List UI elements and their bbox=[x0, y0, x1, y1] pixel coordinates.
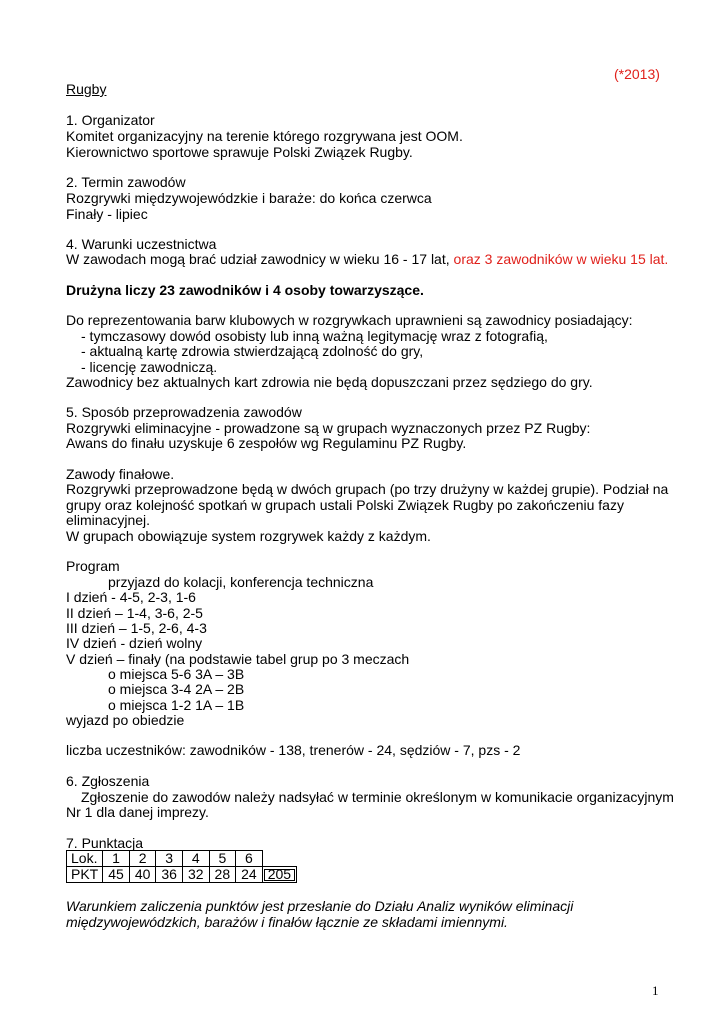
table-cell: 2 bbox=[129, 851, 156, 867]
age-exception-text: oraz 3 zawodników w wieku 15 lat. bbox=[449, 251, 669, 267]
section-6-line: Nr 1 dla danej imprezy. bbox=[66, 804, 209, 820]
section-1-line: Kierownictwo sportowe sprawuje Polski Związek Rugby. bbox=[66, 144, 413, 160]
section-2-line: Rozgrywki międzywojewódzkie i baraże: do końca czerwca bbox=[66, 190, 432, 206]
scoring-note: Warunkiem zaliczenia punktów jest przesłanie do Działu Analiz wyników eliminacji bbox=[66, 898, 574, 914]
finals-line: Rozgrywki przeprowadzone będą w dwóch grupach (po trzy drużyny w każdej grupie). Podział na bbox=[66, 481, 669, 497]
participants-count: liczba uczestników: zawodników - 138, trenerów - 24, sędziów - 7, pzs - 2 bbox=[66, 742, 521, 758]
table-cell: 6 bbox=[236, 851, 263, 867]
finals-line: W grupach obowiązuje system rozgrywek każdy z każdym. bbox=[66, 528, 431, 544]
table-row bbox=[67, 867, 297, 883]
finals-line: eliminacyjnej. bbox=[66, 512, 151, 528]
points-total: 205 bbox=[262, 867, 296, 883]
age-text: W zawodach mogą brać udział zawodnicy w wieku 16 - 17 lat, bbox=[66, 251, 450, 267]
table-cell bbox=[262, 851, 296, 867]
section-7-heading: 7. Punktacja bbox=[66, 835, 144, 851]
year-note: (*2013) bbox=[614, 66, 660, 82]
table-cell: 24 bbox=[236, 867, 263, 883]
document-title: Rugby bbox=[66, 81, 107, 97]
table-cell: Lok. bbox=[67, 851, 103, 867]
table-cell: 36 bbox=[156, 867, 183, 883]
program-day: I dzień - 4-5, 2-3, 1-6 bbox=[66, 589, 196, 605]
program-match: o miejsca 1-2 1A – 1B bbox=[108, 697, 245, 713]
eligibility-item: - tymczasowy dowód osobisty lub inną ważną legitymację wraz z fotografią, bbox=[81, 328, 548, 344]
section-1-line: Komitet organizacyjny na terenie którego rozgrywana jest OOM. bbox=[66, 128, 463, 144]
table-cell: 1 bbox=[103, 851, 130, 867]
scoring-note: międzywojewódzkich, barażów i finałów łącznie ze składami imiennymi. bbox=[66, 914, 508, 930]
points-table bbox=[66, 850, 297, 883]
section-5-line: Awans do finału uzyskuje 6 zespołów wg Regulaminu PZ Rugby. bbox=[66, 435, 467, 451]
table-cell: 3 bbox=[156, 851, 183, 867]
program-day: II dzień – 1-4, 3-6, 2-5 bbox=[66, 605, 203, 621]
table-cell: 28 bbox=[209, 867, 236, 883]
program-match: o miejsca 5-6 3A – 3B bbox=[108, 666, 245, 682]
section-4-heading: 4. Warunki uczestnictwa bbox=[66, 236, 217, 252]
section-1-heading: 1. Organizator bbox=[66, 112, 155, 128]
section-5-heading: 5. Sposób przeprowadzenia zawodów bbox=[66, 404, 302, 420]
page-number: 1 bbox=[652, 983, 659, 998]
eligibility-item: - licencję zawodniczą. bbox=[81, 359, 218, 375]
eligibility-intro: Do reprezentowania barw klubowych w rozgrywkach uprawnieni są zawodnicy posiadający: bbox=[66, 312, 633, 328]
table-row bbox=[67, 851, 297, 867]
section-2-heading: 2. Termin zawodów bbox=[66, 174, 186, 190]
finals-heading: Zawody finałowe. bbox=[66, 466, 175, 482]
table-cell: 40 bbox=[129, 867, 156, 883]
program-end: wyjazd po obiedzie bbox=[66, 712, 185, 728]
table-cell: 32 bbox=[182, 867, 209, 883]
team-size-text: Drużyna liczy 23 zawodników i 4 osoby towarzyszące. bbox=[66, 282, 424, 298]
table-cell: 4 bbox=[182, 851, 209, 867]
eligibility-item: - aktualną kartę zdrowia stwierdzającą zdolność do gry, bbox=[81, 343, 424, 359]
table-cell: 45 bbox=[103, 867, 130, 883]
section-5-line: Rozgrywki eliminacyjne - prowadzone są w grupach wyznaczonych przez PZ Rugby: bbox=[66, 420, 591, 436]
program-item: przyjazd do kolacji, konferencja techniczna bbox=[108, 574, 374, 590]
section-2-line: Finały - lipiec bbox=[66, 206, 148, 222]
program-day: IV dzień - dzień wolny bbox=[66, 635, 203, 651]
finals-line: grupy oraz kolejność spotkań w grupach ustali Polski Związek Rugby po zakończeniu fazy bbox=[66, 497, 624, 513]
program-heading: Program bbox=[66, 558, 120, 574]
section-6-heading: 6. Zgłoszenia bbox=[66, 773, 150, 789]
program-day: III dzień – 1-5, 2-6, 4-3 bbox=[66, 620, 207, 636]
eligibility-note: Zawodnicy bez aktualnych kart zdrowia nie będą dopuszczani przez sędziego do gry. bbox=[66, 374, 593, 390]
section-6-line: Zgłoszenie do zawodów należy nadsyłać w terminie określonym w komunikacie organizacyjnym bbox=[81, 789, 674, 805]
program-match: o miejsca 3-4 2A – 2B bbox=[108, 681, 245, 697]
section-4-line bbox=[66, 251, 668, 267]
program-day: V dzień – finały (na podstawie tabel grup po 3 meczach bbox=[66, 651, 410, 667]
table-cell: PKT bbox=[67, 867, 103, 883]
table-cell: 5 bbox=[209, 851, 236, 867]
